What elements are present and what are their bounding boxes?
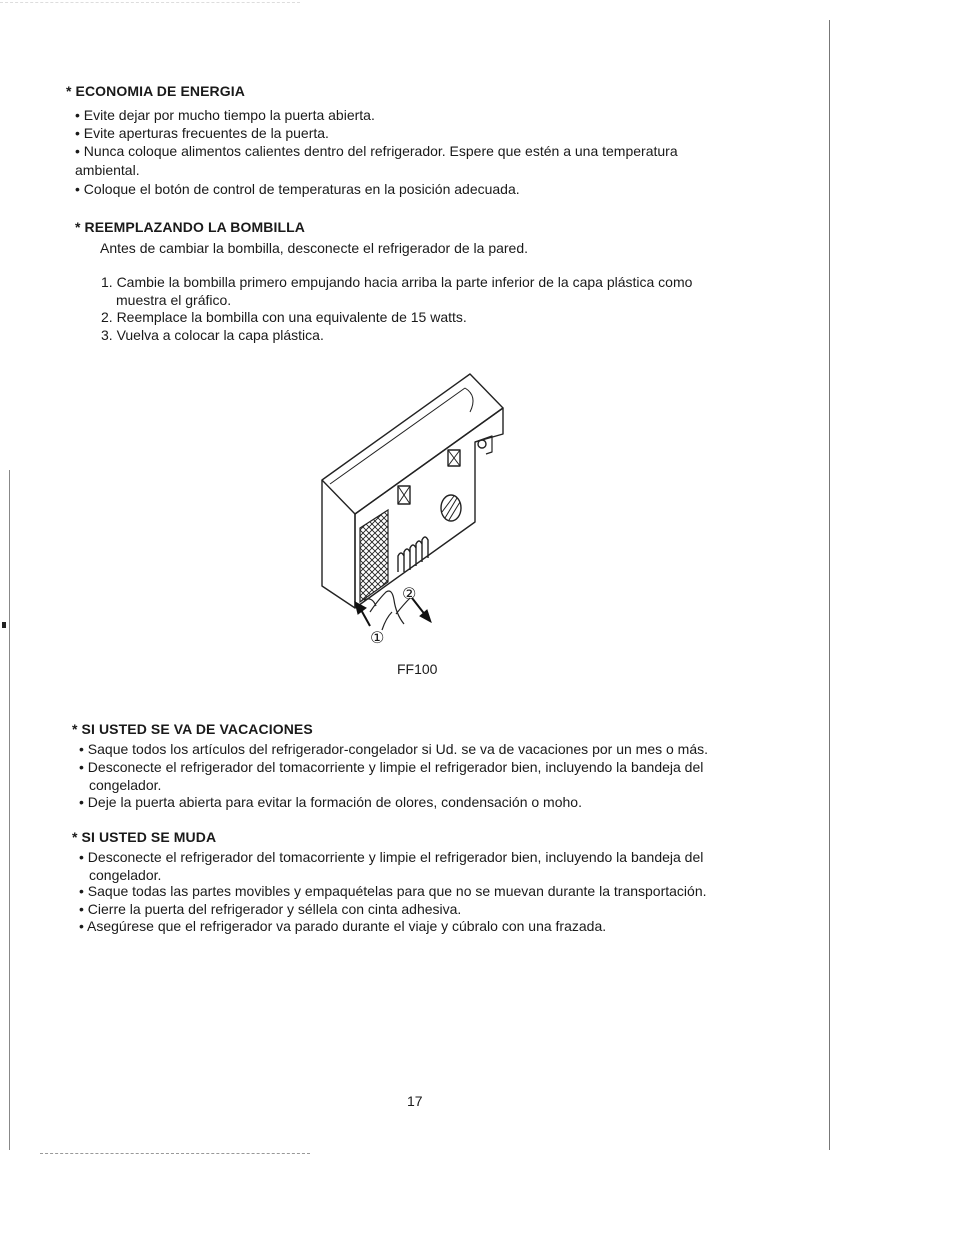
bullet-line: • Cierre la puerta del refrigerador y séllela con cinta adhesiva. (79, 901, 462, 917)
bullet-line: • Saque todos los artículos del refrigerador-congelador si Ud. se va de vacaciones por un mes o más. (79, 741, 709, 757)
step-line: 2. Reemplace la bombilla con una equivalente de 15 watts. (101, 309, 467, 325)
step-line: 3. Vuelva a colocar la capa plástica. (101, 327, 324, 343)
bullet-line: • Desconecte el refrigerador del tomacorriente y limpie el refrigerador bien, incluyendo la bandeja del (79, 849, 704, 865)
callout-label-2: ② (402, 586, 417, 603)
page-number: 17 (407, 1093, 423, 1109)
bullet-line: • Desconecte el refrigerador del tomacorriente y limpie el refrigerador bien, incluyendo la bandeja del (79, 759, 704, 775)
heading-economia: * ECONOMIA DE ENERGIA (66, 83, 245, 99)
bullet-line: • Evite aperturas frecuentes de la puerta. (75, 125, 329, 141)
bottom-scan-line (40, 1153, 310, 1154)
step-line: muestra el gráfico. (116, 292, 232, 308)
bullet-line: • Asegúrese que el refrigerador va parado durante el viaje y cúbralo con una frazada. (79, 918, 607, 934)
bullet-line: • Evite dejar por mucho tiempo la puerta abierta. (75, 107, 375, 123)
lamp-housing-drawing (300, 368, 530, 650)
bullet-line: • Nunca coloque alimentos calientes dentro del refrigerador. Espere que estén a una temperatura (75, 143, 678, 159)
right-margin-line (829, 20, 830, 1150)
top-scan-line (0, 2, 300, 3)
heading-vacaciones: * SI USTED SE VA DE VACACIONES (72, 721, 313, 737)
bullet-line: • Coloque el botón de control de temperaturas en la posición adecuada. (75, 181, 520, 197)
callout-label-1: ① (370, 630, 385, 647)
left-edge-mark (2, 622, 6, 628)
bullet-line: congelador. (89, 867, 162, 883)
figure-caption: FF100 (397, 661, 438, 677)
bullet-line: • Saque todas las partes movibles y empaquételas para que no se muevan durante la transportación. (79, 883, 707, 899)
intro-line: Antes de cambiar la bombilla, desconecte el refrigerador de la pared. (100, 240, 529, 256)
bullet-line: congelador. (89, 777, 162, 793)
heading-bombilla: * REEMPLAZANDO LA BOMBILLA (75, 219, 305, 235)
step-line: 1. Cambie la bombilla primero empujando hacia arriba la parte inferior de la capa plástica como (101, 274, 693, 290)
bullet-line: ambiental. (75, 162, 140, 178)
bulb-cover-illustration (300, 368, 530, 650)
bullet-line: • Deje la puerta abierta para evitar la formación de olores, condensación o moho. (79, 794, 582, 810)
left-margin-line (9, 470, 10, 1150)
heading-muda: * SI USTED SE MUDA (72, 829, 217, 845)
